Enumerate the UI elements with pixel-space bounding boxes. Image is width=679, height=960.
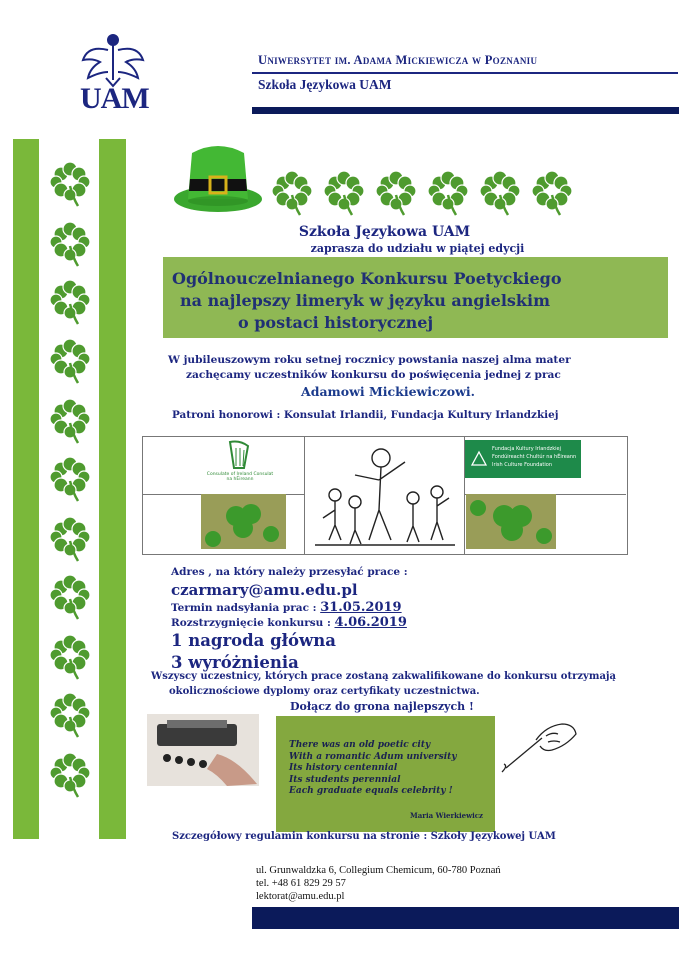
logo-text: UAM bbox=[80, 82, 149, 115]
consulate-logo bbox=[200, 440, 280, 490]
consulate-text: Consulate of Ireland Consulat na hÉireann bbox=[206, 472, 274, 483]
foundation-mark-icon bbox=[470, 450, 488, 468]
invite-org: Szkoła Językowa UAM bbox=[298, 224, 471, 240]
hand-writing-icon bbox=[496, 716, 578, 776]
foundation-text-1: Fundacja Kultury Irlandzkiej bbox=[492, 446, 561, 452]
regulations-line: Szczegółowy regulamin konkursu na stronie : Szkoły Językowej UAM bbox=[172, 831, 556, 842]
title-line-2: na najlepszy limeryk w języku angielskim bbox=[180, 291, 551, 310]
school-name: Szkoła Językowa UAM bbox=[258, 77, 392, 92]
clover-photo-left bbox=[201, 494, 286, 549]
leprechaun-hat-icon bbox=[172, 139, 264, 215]
contact-phone: tel. +48 61 829 29 57 bbox=[256, 878, 346, 889]
foundation-text-3: Irish Culture Foundation bbox=[492, 462, 552, 468]
header-bar bbox=[252, 107, 679, 114]
foundation-logo bbox=[465, 440, 581, 478]
poem-line: With a romantic Adum university bbox=[289, 751, 457, 762]
submission-email[interactable]: czarmary@amu.edu.pl bbox=[171, 581, 358, 599]
result-date: 4.06.2019 bbox=[334, 615, 407, 630]
jubilee-line-2: zachęcamy uczestników konkursu do poświęcenia jednej z prac bbox=[186, 369, 561, 381]
jubilee-line-1: W jubileuszowym roku setnej rocznicy powstania naszej alma mater bbox=[168, 354, 571, 366]
poem-line: Its students perennial bbox=[289, 774, 401, 785]
patrons-line: Patroni honorowi : Konsulat Irlandii, Fundacja Kultury Irlandzkiej bbox=[172, 409, 559, 421]
cartoon-illustration bbox=[305, 440, 460, 552]
main-prize: 1 nagroda główna bbox=[171, 631, 336, 650]
typewriter-photo bbox=[147, 714, 259, 786]
foundation-text-2: Fondúireacht Chultúr na hÉireann bbox=[492, 454, 577, 460]
harp-icon bbox=[200, 440, 280, 470]
deadline-row bbox=[171, 600, 402, 615]
participants-line-2: okolicznościowe dyplomy oraz certyfikaty uczestnictwa. bbox=[169, 686, 480, 697]
result-row bbox=[171, 615, 407, 630]
poem-line: Its history centennial bbox=[289, 763, 398, 773]
invite-line: zaprasza do udziału w piątej edycji bbox=[310, 242, 525, 255]
header-divider bbox=[252, 72, 678, 74]
clover-photo-right bbox=[466, 494, 556, 549]
poem-author: Maria Wierkiewicz bbox=[410, 811, 484, 820]
poem-text bbox=[289, 740, 457, 798]
footer-bar bbox=[252, 907, 679, 929]
join-line: Dołącz do grona najlepszych ! bbox=[290, 700, 474, 713]
contact-email[interactable]: lektorat@amu.edu.pl bbox=[256, 891, 345, 902]
result-label: Rozstrzygnięcie konkursu : bbox=[171, 617, 335, 629]
distinctions: 3 wyróżnienia bbox=[171, 653, 299, 672]
shamrock-row bbox=[265, 168, 585, 223]
jubilee-line-3: Adamowi Mickiewiczowi. bbox=[301, 384, 475, 399]
university-name: Uniwersytet im. Adama Mickiewicza w Poznaniu bbox=[258, 53, 538, 67]
address-label: Adres , na który należy przesyłać prace : bbox=[171, 566, 408, 578]
participants-line-1: Wszyscy uczestnicy, których prace zostaną zakwalifikowane do konkursu otrzymają bbox=[151, 671, 617, 682]
deadline-label: Termin nadsyłania prac : bbox=[171, 602, 321, 614]
uam-logo bbox=[78, 30, 148, 115]
title-line-1: Ogólnouczelnianego Konkursu Poetyckiego bbox=[172, 269, 562, 288]
poem-line: There was an old poetic city bbox=[289, 740, 431, 750]
poem-line: Each graduate equals celebrity ! bbox=[289, 786, 453, 796]
contact-address: ul. Grunwaldzka 6, Collegium Chemicum, 60-780 Poznań bbox=[256, 865, 501, 876]
title-line-3: o postaci historycznej bbox=[238, 313, 434, 332]
deadline-date: 31.05.2019 bbox=[320, 600, 402, 615]
